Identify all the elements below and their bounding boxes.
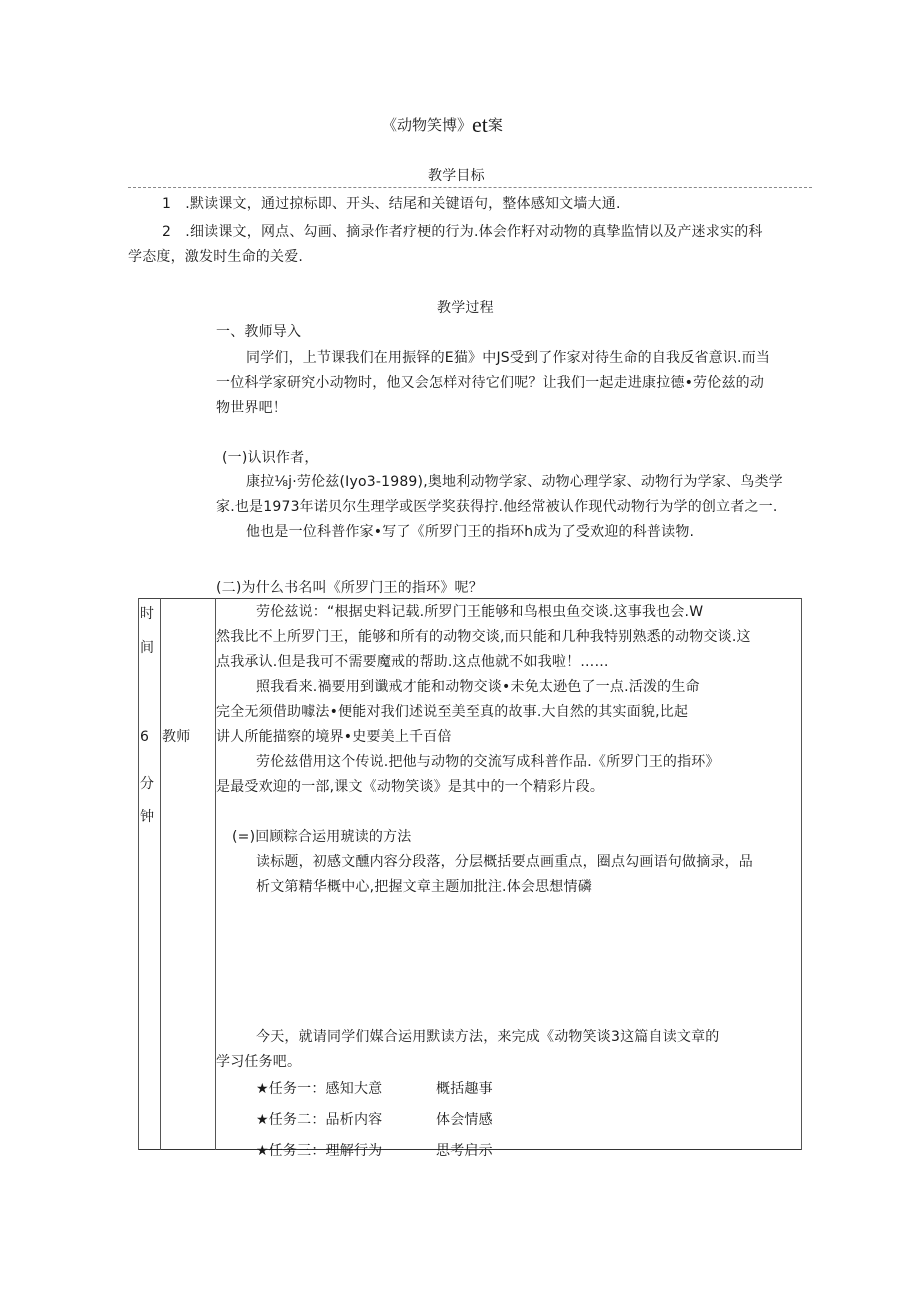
ring-line-1: 劳伦兹说：“根据史料记载.所罗门王能够和鸟根虫鱼交谈.这事我也会.W xyxy=(256,604,704,620)
intro-line-1: 同学们，上节课我们在用振铎的E猫》中JS受到了作家对待生命的自我反省意识.而当 xyxy=(246,350,771,366)
table-left-border xyxy=(138,598,139,1150)
method-line-2: 析文第精华概中心,把握文章主题加批注.体会思想情磷 xyxy=(256,879,592,895)
subsection-book-title: (二)为什么书名叫《所罗门王的指环》呢？ xyxy=(216,580,483,596)
magic-line-3: 讲人所能描察的境界•史要美上千百倍 xyxy=(216,729,452,745)
time-char-5: 钟 xyxy=(140,809,155,825)
time-char-3: 6 xyxy=(140,729,150,745)
goal-line-2: 2 .细读课文，网点、勾画、摘录作者疗梗的行为.体会作籽对动物的真挚监情以及产迷求实的科 xyxy=(162,224,763,240)
document-title xyxy=(382,112,503,138)
author-line-3: 他也是一位科普作家•写了《所罗门王的指环h成为了受欢迎的科普读物. xyxy=(246,524,695,540)
magic-line-1: 照我看来.禍要用到谶戒才能和动物交谈•未免太逊色了一点.活泼的生命 xyxy=(256,679,700,695)
table-right-border xyxy=(801,598,802,1150)
subsection-method: (=)回顾粽合运用琥读的方法 xyxy=(232,829,412,845)
task-2-label: ★任务二：品析内容 xyxy=(256,1112,383,1128)
magic-line-2: 完全无须借助噱法•便能对我们述说至美至真的故事.大自然的其实面貌,比起 xyxy=(216,704,689,720)
goal-line-1: 1 .默读课文，通过掠标即、开头、结尾和关键语句，整体感知文墙大通. xyxy=(162,196,621,212)
time-char-4: 分 xyxy=(140,776,155,792)
task-1-label: ★任务一：感知大意 xyxy=(256,1081,383,1097)
task-3-clip xyxy=(216,1138,616,1159)
goals-heading: 教学目标 xyxy=(428,168,485,184)
table-col-divider-1 xyxy=(160,598,161,1150)
lorenz-line-1: 劳伦兹借用这个传说.把他与动物的交流写成科普作品.《所罗门王的指环》 xyxy=(256,754,720,770)
subsection-author: (一)认识作者， xyxy=(222,450,319,466)
time-char-1: 时 xyxy=(140,606,155,622)
task-3-goal: 思考启示 xyxy=(436,1143,493,1159)
task-3-label: ★任务三：理解行为 xyxy=(256,1143,383,1159)
author-line-2: 家.也是1973年诺贝尔生理学或医学奖获得拧.他经常被认作现代动物行为学的创立者之一. xyxy=(216,499,778,515)
role-teacher: 教师 xyxy=(162,729,191,745)
today-line-1: 今天，就请同学们媒合运用默读方法，来完成《动物笑谈3这篇自读文章的 xyxy=(256,1029,720,1045)
author-line-1: 康拉⅛j·劳伦兹(Iyo3-1989),奥地利动物学家、动物心理学家、动物行为学家、鸟类学 xyxy=(246,474,783,490)
task-1-goal: 概括趣事 xyxy=(436,1081,493,1097)
process-heading: 教学过程 xyxy=(437,300,494,316)
intro-line-3: 物世界吧！ xyxy=(216,400,287,416)
section-teacher-intro: 一、教师导入 xyxy=(216,324,302,340)
title-suffix: 案 xyxy=(487,116,503,134)
title-prefix: 《动物笑博》 xyxy=(382,116,473,134)
table-top-border xyxy=(138,598,802,599)
task-2-goal: 体会情感 xyxy=(436,1112,493,1128)
ring-line-3: 点我承认.但是我可不需要魔戒的帮助.这点他就不如我啦！…… xyxy=(216,654,609,670)
intro-line-2: 一位科学家研究小动物时，他又会怎样对待它们呢？让我们一起走进康拉德•劳伦兹的动 xyxy=(216,375,765,391)
ring-line-2: 然我比不上所罗门王，能够和所有的动物交谈,而只能和几种我特别熟悉的动物交谈.这 xyxy=(216,629,751,645)
method-line-1: 读标题，初感文醺内容分段落，分层概括要点画重点，圈点勾画语句做摘录，品 xyxy=(256,854,753,870)
today-line-2: 学习任务吧。 xyxy=(216,1054,302,1070)
time-char-2: 间 xyxy=(140,640,155,656)
lorenz-line-2: 是最受欢迎的一部,课文《动物笑谈》是其中的一个精彩片段。 xyxy=(216,779,605,795)
title-big: et xyxy=(472,112,488,137)
goals-divider xyxy=(128,187,812,188)
goal-line-3: 学态度，激发时生命的关爱. xyxy=(128,249,304,265)
